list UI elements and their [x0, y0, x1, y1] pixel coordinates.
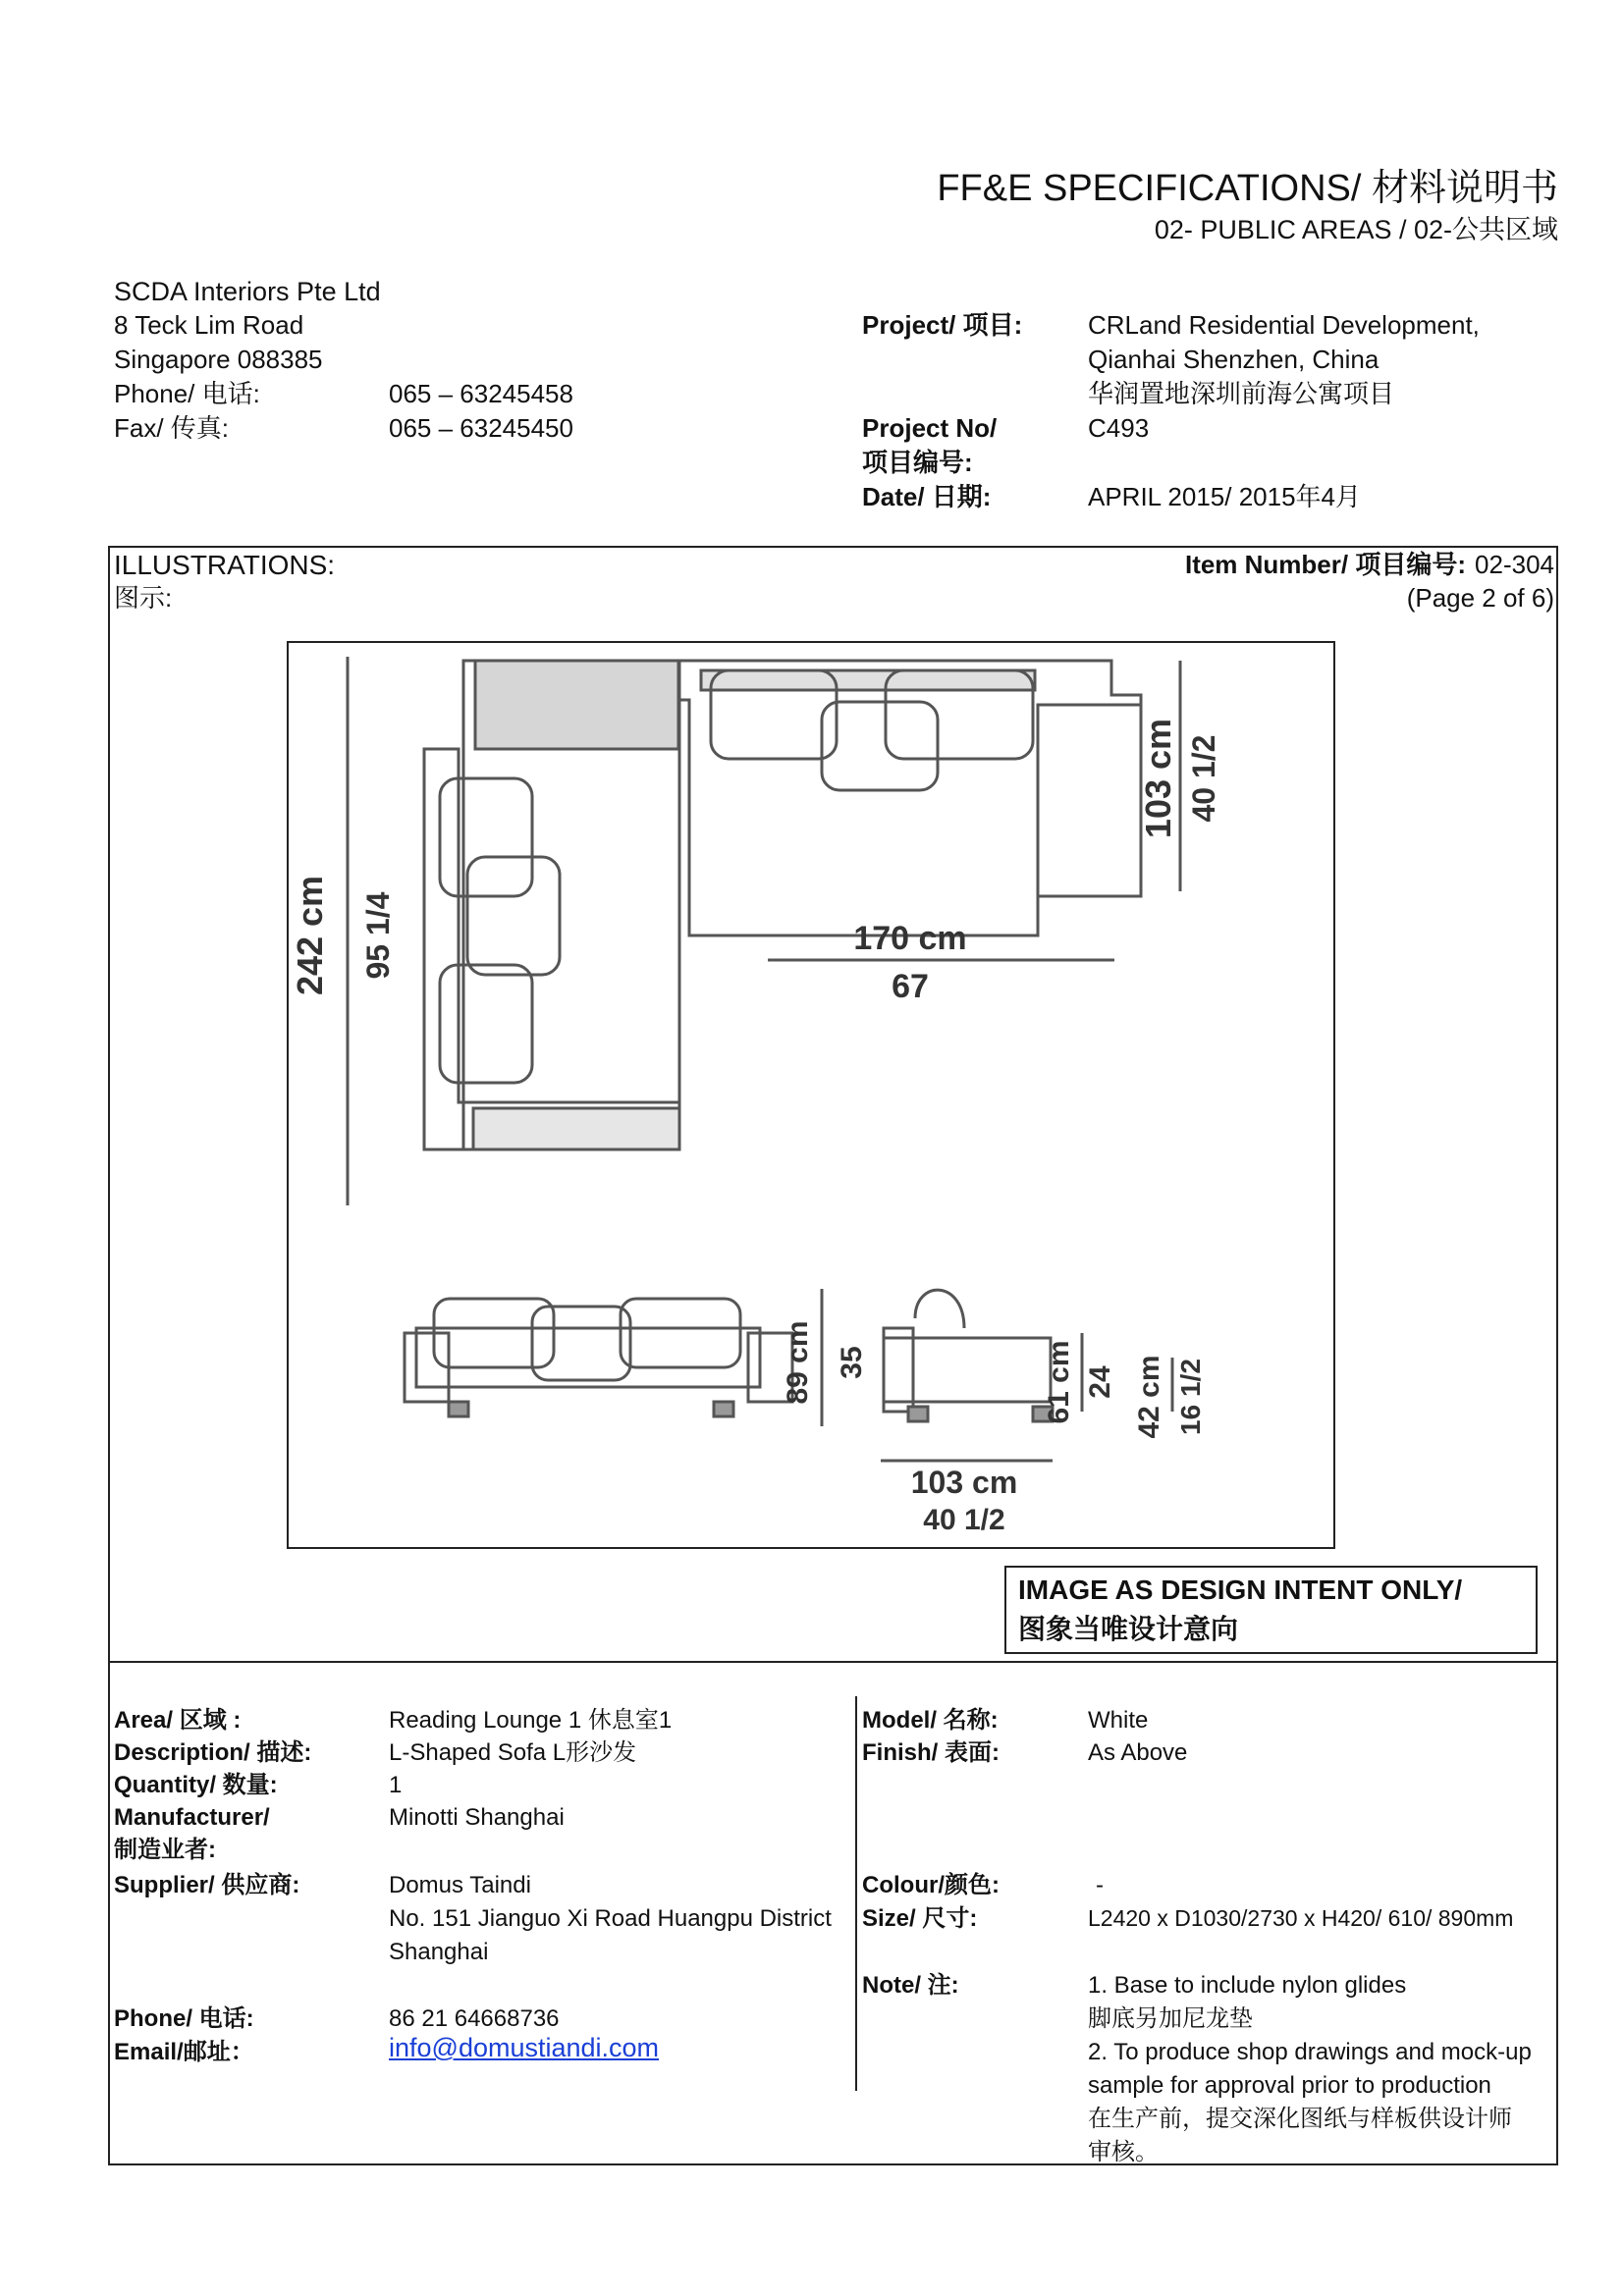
manufacturer-label-2: 制造业者:	[114, 1837, 216, 1863]
manufacturer-label-1: Manufacturer/	[114, 1804, 270, 1831]
front-cushion-2	[621, 1299, 740, 1367]
document-subtitle: 02- PUBLIC AREAS / 02-公共区域	[1154, 215, 1558, 244]
front-cushion-1	[434, 1299, 554, 1367]
front-foot-left	[449, 1402, 468, 1416]
plan-cushion-4	[440, 778, 532, 896]
supplier-value-1: Domus Taindi	[389, 1872, 531, 1898]
label-seat-width-cm: 170 cm	[853, 920, 967, 957]
project-label: Project/ 项目:	[862, 310, 1023, 340]
plan-cushion-6	[440, 965, 532, 1083]
supplier-phone-value: 86 21 64668736	[389, 2005, 560, 2032]
label-side-depth-cm: 103 cm	[910, 1465, 1018, 1500]
company-fax: 065 – 63245450	[389, 413, 573, 443]
project-no-label-1: Project No/	[862, 413, 998, 443]
company-address-2: Singapore 088385	[114, 345, 323, 374]
item-number-label: Item Number/ 项目编号:	[1184, 550, 1466, 579]
company-address-1: 8 Teck Lim Road	[114, 310, 304, 340]
company-name: SCDA Interiors Pte Ltd	[114, 277, 381, 306]
design-intent-line-2: 图象当唯设计意向	[1018, 1614, 1239, 1644]
area-label: Area/ 区域 :	[114, 1707, 242, 1734]
email-link[interactable]: info@domustiandi.com	[389, 2033, 660, 2062]
side-body	[884, 1338, 1051, 1402]
page-indicator: (Page 2 of 6)	[1406, 583, 1554, 613]
label-height-in: 35	[836, 1346, 868, 1379]
supplier-phone-label: Phone/ 电话:	[114, 2005, 254, 2032]
model-value: White	[1088, 1707, 1149, 1734]
project-no-label-2: 项目编号:	[862, 448, 973, 477]
project-no-value: C493	[1088, 413, 1150, 443]
supplier-label: Supplier/ 供应商:	[114, 1872, 300, 1898]
colour-label: Colour/颜色:	[862, 1872, 1000, 1898]
email-label: Email/邮址：	[114, 2039, 254, 2065]
model-label: Model/ 名称:	[862, 1707, 999, 1734]
company-phone-label: Phone/ 电话:	[114, 379, 260, 408]
front-arm-left	[405, 1333, 449, 1402]
label-seat-height-cm: 42 cm	[1133, 1355, 1165, 1439]
front-cushion-3	[532, 1307, 630, 1380]
area-value: Reading Lounge 1 休息室1	[389, 1707, 673, 1734]
finish-label: Finish/ 表面:	[862, 1739, 1000, 1766]
label-seat-height-in: 16 1/2	[1175, 1359, 1206, 1435]
plan-chaise-end	[473, 1108, 679, 1149]
quantity-label: Quantity/ 数量:	[114, 1772, 278, 1798]
note-2-line-2: sample for approval prior to production	[1088, 2072, 1491, 2099]
label-height-cm: 89 cm	[782, 1320, 814, 1405]
finish-value: As Above	[1088, 1739, 1188, 1766]
note-label: Note/ 注:	[862, 1972, 959, 1999]
label-arm-height-in: 24	[1084, 1365, 1116, 1399]
project-line-2: Qianhai Shenzhen, China	[1088, 345, 1380, 374]
side-back	[884, 1328, 913, 1412]
label-side-depth-in: 40 1/2	[923, 1504, 1005, 1536]
item-number: 02-304	[1475, 550, 1554, 579]
size-value: L2420 x D1030/2730 x H420/ 610/ 890mm	[1088, 1905, 1514, 1931]
column-divider	[855, 1696, 857, 2091]
plan-chaise-top	[475, 661, 678, 749]
illustrations-label: ILLUSTRATIONS:	[114, 550, 336, 580]
design-intent-line-1: IMAGE AS DESIGN INTENT ONLY/	[1018, 1575, 1463, 1605]
label-depth-in: 40 1/2	[1186, 734, 1221, 823]
side-cushion	[915, 1290, 964, 1328]
supplier-value-2: No. 151 Jianguo Xi Road Huangpu District	[389, 1905, 832, 1932]
date-label: Date/ 日期:	[862, 482, 992, 511]
plan-back	[701, 670, 1035, 690]
company-phone: 065 – 63245458	[389, 379, 573, 408]
illustrations-label-cn: 图示:	[114, 583, 173, 613]
date-value: APRIL 2015/ 2015年4月	[1088, 482, 1361, 511]
label-length-in: 95 1/4	[360, 891, 396, 980]
plan-cushion-3	[822, 702, 938, 790]
label-arm-height-cm: 61 cm	[1043, 1340, 1075, 1424]
document-title: FF&E SPECIFICATIONS/ 材料说明书	[937, 168, 1558, 209]
plan-cushion-5	[467, 857, 560, 975]
note-2-line-1: 2. To produce shop drawings and mock-up	[1088, 2039, 1532, 2065]
company-fax-label: Fax/ 传真:	[114, 413, 230, 443]
description-value: L-Shaped Sofa L形沙发	[389, 1739, 637, 1766]
project-line-1: CRLand Residential Development,	[1088, 310, 1480, 340]
plan-armrest	[1038, 705, 1141, 896]
label-depth-cm: 103 cm	[1138, 718, 1178, 839]
colour-value: -	[1096, 1872, 1104, 1898]
sofa-technical-drawing	[287, 641, 1335, 1549]
note-1: 1. Base to include nylon glides	[1088, 1972, 1407, 1999]
side-foot-left	[908, 1407, 928, 1421]
note-1-cn: 脚底另加尼龙垫	[1088, 2005, 1253, 2032]
size-label: Size/ 尺寸:	[862, 1905, 978, 1932]
label-seat-width-in: 67	[892, 968, 929, 1005]
section-divider	[108, 1661, 1558, 1663]
supplier-value-3: Shanghai	[389, 1939, 489, 1965]
note-2-cn-2: 审核。	[1088, 2139, 1159, 2165]
project-line-3: 华润置地深圳前海公寓项目	[1088, 379, 1395, 408]
front-base	[416, 1328, 760, 1387]
description-label: Description/ 描述:	[114, 1739, 312, 1766]
label-length-cm: 242 cm	[290, 875, 330, 996]
manufacturer-value: Minotti Shanghai	[389, 1804, 565, 1831]
note-2-cn-1: 在生产前，提交深化图纸与样板供设计师	[1088, 2106, 1512, 2132]
quantity-value: 1	[389, 1772, 403, 1798]
front-foot-right	[714, 1402, 733, 1416]
